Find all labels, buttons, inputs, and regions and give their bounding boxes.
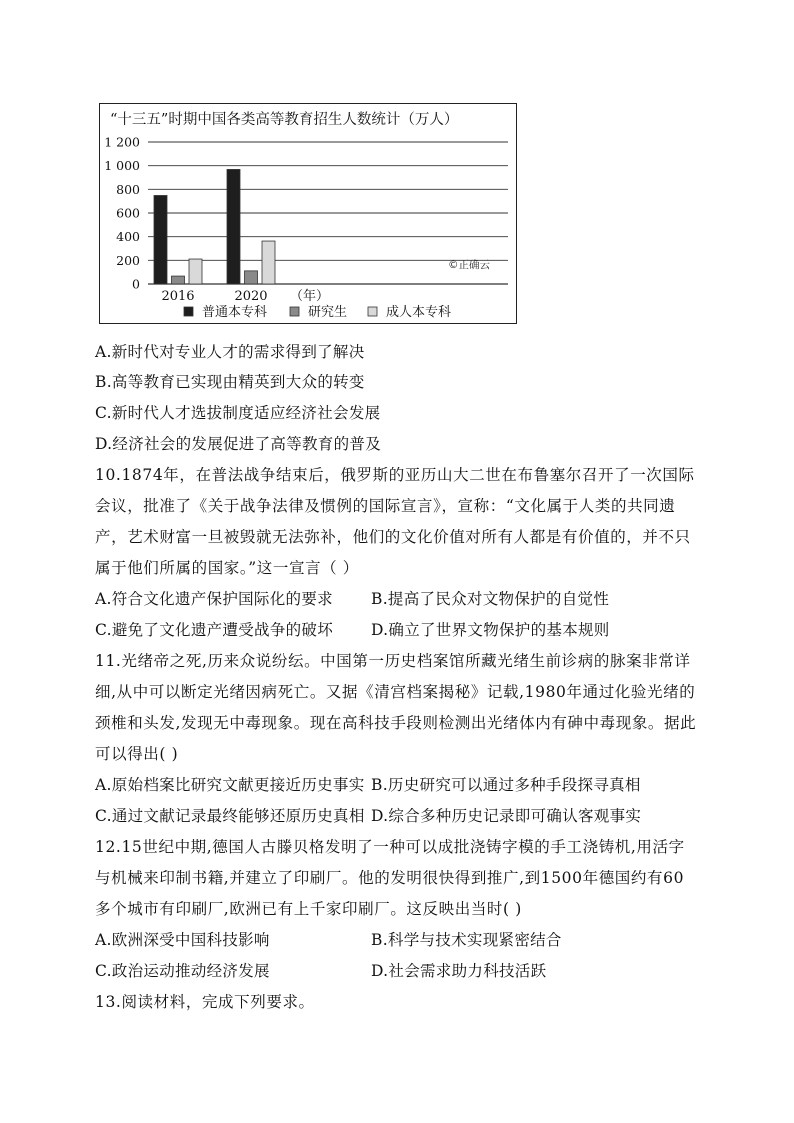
chart-svg — [100, 104, 515, 322]
q10-option-d: D.确立了世界文物保护的基本规则 — [371, 621, 610, 639]
legend-label: 普通本专科 — [202, 305, 268, 320]
q12-stem-line1: 12.15世纪中期,德国人古滕贝格发明了一种可以成批浇铸字模的手工浇铸机,用活字 — [95, 838, 685, 856]
q11-stem-line2: 细,从中可以断定光绪因病死亡。又据《清宫档案揭秘》记载,1980年通过化验光绪的 — [95, 683, 696, 701]
y-tick-label: 800 — [116, 181, 140, 197]
q12-stem-line2: 与机械来印制书籍,并建立了印刷厂。他的发明很快得到推广,到1500年德国约有60 — [95, 869, 685, 887]
y-tick-label: 600 — [116, 205, 140, 221]
legend-label: 成人本专科 — [386, 305, 452, 320]
y-tick-label: 1 000 — [104, 158, 140, 174]
q10-option-a: A.符合文化遗产保护国际化的要求 — [95, 590, 333, 608]
q9-option-c: C.新时代人才选拔制度适应经济社会发展 — [95, 404, 381, 422]
q11-stem-line4: 可以得出( ) — [95, 745, 179, 763]
q11-option-a: A.原始档案比研究文献更接近历史事实 — [95, 776, 365, 794]
q12-option-a: A.欧洲深受中国科技影响 — [95, 931, 270, 949]
bar — [245, 271, 258, 284]
q9-option-a: A.新时代对专业人才的需求得到了解决 — [95, 343, 365, 361]
enrollment-chart — [99, 103, 517, 324]
legend-label: 研究生 — [308, 305, 348, 320]
q12-option-b: B.科学与技术实现紧密结合 — [371, 931, 562, 949]
chart-title: “十三五”时期中国各类高等教育招生人数统计（万人） — [110, 112, 459, 128]
q9-option-d: D.经济社会的发展促进了高等教育的普及 — [95, 435, 382, 453]
watermark-text: ©正确云 — [448, 259, 490, 271]
q10-stem-line3: 产，艺术财富一旦被毁就无法弥补，他们的文化价值对所有人都是有价值的，并不只 — [95, 528, 691, 546]
q11-option-c: C.通过文献记录最终能够还原历史真相 — [95, 807, 365, 825]
x-tick-label: 2016 — [161, 289, 195, 304]
q13-stem-line1: 13.阅读材料，完成下列要求。 — [95, 993, 315, 1011]
legend-swatch — [368, 307, 377, 316]
bar — [227, 169, 240, 284]
q10-stem-line1: 10.1874年，在普法战争结束后，俄罗斯的亚历山大二世在布鲁塞尔召开了一次国际 — [95, 466, 695, 484]
bar — [189, 259, 202, 284]
q10-stem-line4: 属于他们所属的国家。”这一宣言（ ） — [95, 559, 359, 577]
q10-stem-line2: 会议，批准了《关于战争法律及惯例的国际宣言》，宣称：“文化属于人类的共同遗 — [95, 497, 676, 515]
x-tick-label: 2020 — [234, 289, 268, 304]
y-tick-label: 1 200 — [104, 134, 140, 150]
bar — [262, 241, 275, 284]
q11-stem-line3: 颈椎和头发,发现无中毒现象。现在高科技手段则检测出光绪体内有砷中毒现象。据此 — [95, 714, 697, 732]
q9-option-b: B.高等教育已实现由精英到大众的转变 — [95, 373, 365, 391]
q11-option-d: D.综合多种历史记录即可确认客观事实 — [371, 807, 642, 825]
legend-swatch — [184, 307, 193, 316]
y-tick-label: 0 — [132, 276, 140, 292]
bar — [154, 195, 167, 284]
q11-option-b: B.历史研究可以通过多种手段探寻真相 — [371, 776, 641, 794]
q11-stem-line1: 11.光绪帝之死,历来众说纷纭。中国第一历史档案馆所藏光绪生前诊病的脉案非常详 — [95, 652, 691, 670]
x-axis-unit: （年） — [290, 289, 330, 304]
q12-stem-line3: 多个城市有印刷厂,欧洲已有上千家印刷厂。这反映出当时( ) — [95, 900, 522, 918]
legend-swatch — [290, 307, 299, 316]
y-tick-label: 200 — [116, 252, 140, 268]
y-tick-label: 400 — [116, 229, 140, 245]
q10-option-b: B.提高了民众对文物保护的自觉性 — [371, 590, 610, 608]
q10-option-c: C.避免了文化遗产遭受战争的破坏 — [95, 621, 334, 639]
q12-option-d: D.社会需求助力科技活跃 — [371, 962, 547, 980]
bar — [172, 276, 185, 284]
q12-option-c: C.政治运动推动经济发展 — [95, 962, 270, 980]
